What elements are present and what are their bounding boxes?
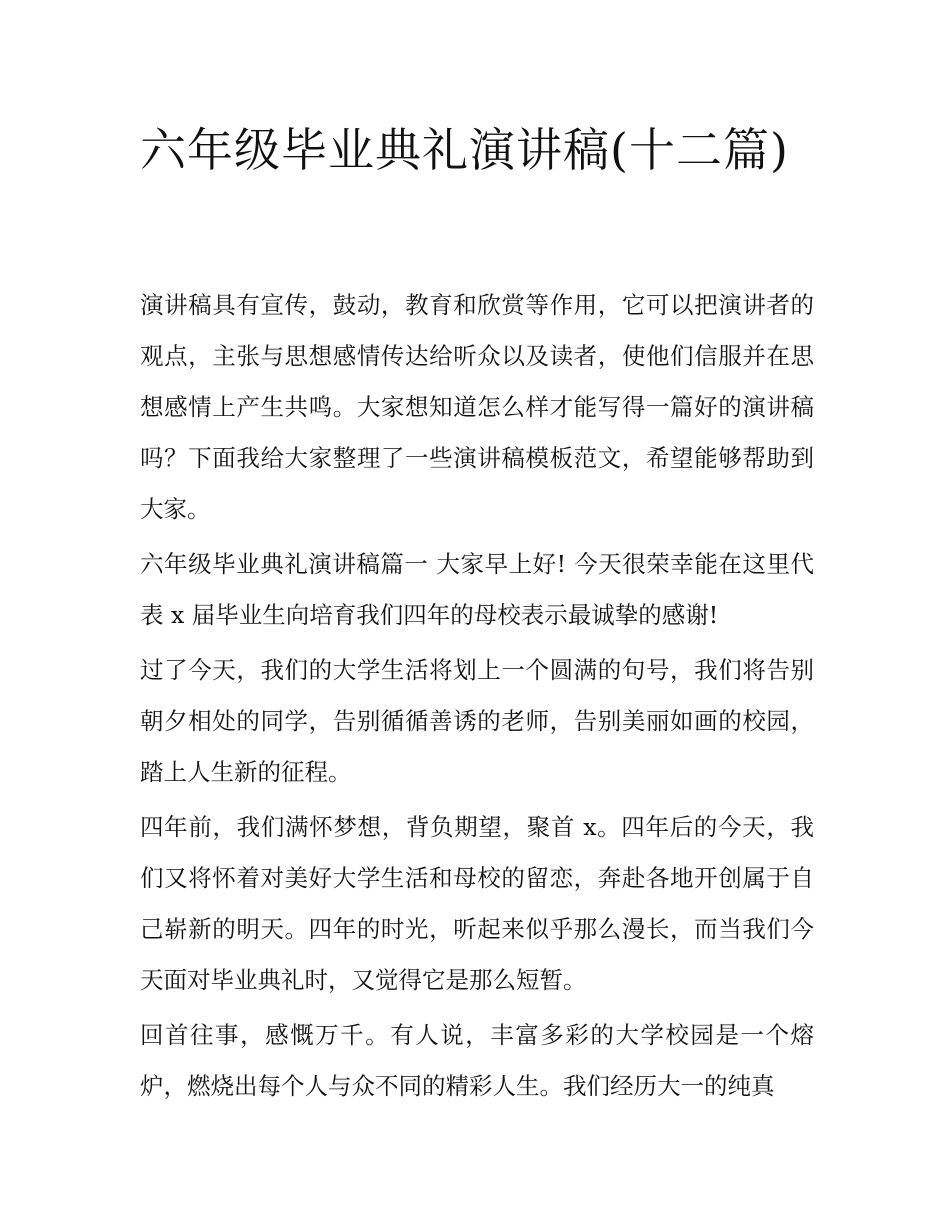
paragraph-intro: 演讲稿具有宣传，鼓动，教育和欣赏等作用，它可以把演讲者的观点，主张与思想感情传达给听众以及读者，使他们信服并在思想感情上产生共鸣。大家想知道怎么样才能写得一篇好的演讲稿吗？下面我给大家整理了一些演讲稿模板范文，希望能够帮助到大家。	[140, 291, 814, 523]
document-body	[140, 280, 814, 1116]
document-title: 六年级毕业典礼演讲稿(十二篇)	[140, 123, 789, 177]
paragraph-speech-opening: 六年级毕业典礼演讲稿篇一 大家早上好! 今天很荣幸能在这里代表 x 届毕业生向培育我们四年的母校表示最诚挚的感谢!	[140, 550, 814, 629]
paragraph-looking-back: 回首往事，感慨万千。有人说，丰富多彩的大学校园是一个熔炉，燃烧出每个人与众不同的精彩人生。我们经历大一的纯真	[140, 1021, 814, 1100]
paragraph-four-years: 四年前，我们满怀梦想，背负期望，聚首 x。四年后的今天，我们又将怀着对美好大学生活和母校的留恋，奔赴各地开创属于自己崭新的明天。四年的时光，听起来似乎那么漫长，而当我们今天面对毕业典礼时，又觉得它是那么短暂。	[140, 813, 814, 994]
paragraph-farewell: 过了今天，我们的大学生活将划上一个圆满的句号，我们将告别朝夕相处的同学，告别循循善诱的老师，告别美丽如画的校园，踏上人生新的征程。	[140, 656, 814, 786]
